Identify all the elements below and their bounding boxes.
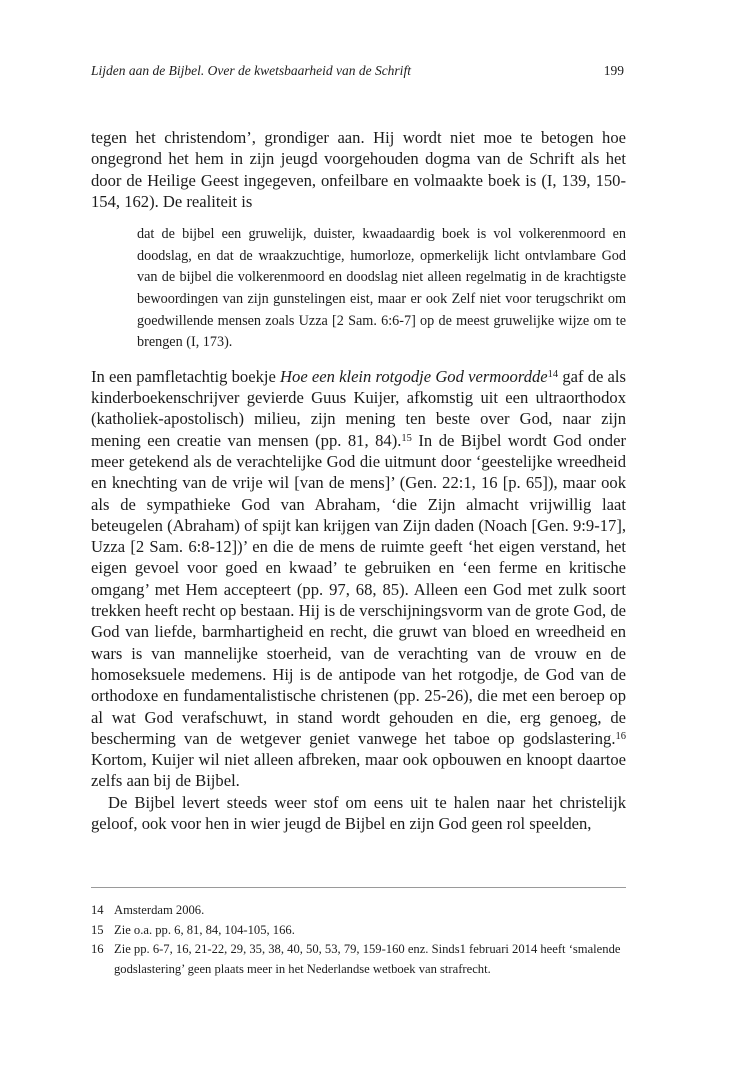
paragraph-2-text-d: Kortom, Kuijer wil niet alleen afbreken, maar ook opbouwen en knoopt daartoe zelfs aan bij de Bijbel.	[91, 750, 626, 791]
footnote-number: 16	[91, 942, 104, 957]
running-header	[91, 63, 624, 79]
footnote-text: Zie o.a. pp. 6, 81, 84, 104-105, 166.	[114, 922, 295, 937]
paragraph-2-text-b: gaf de als kinderboekenschrijver gevierde Guus Kuijer, afkomstig uit een ultraorthodox (katholiek-apostolisch) milieu, zijn mening ten beste over God, naar zijn mening een creatie van mensen (pp. 81, 84).	[91, 366, 626, 450]
page-number: 199	[603, 63, 624, 78]
footnotes	[91, 901, 626, 979]
footnote-number: 14	[91, 903, 104, 917]
block-quote: dat de bijbel een gruwelijk, duister, kwaadaardig boek is vol volkerenmoord en doodslag, en dat de wraakzuchtige, humorloze, opmerkelijk licht ontvlambare God van de bijbel die volkerenmoord en doodslag niet alleen regelmatig in de krachtigste bewoordingen van zijn gunstelingen eist, maar er ook Zelf niet voor terugschrikt om goedwillende mensen zoals Uzza [2 Sam. 6:6-7] op de meest gruwelijke wijze om te brengen (I, 173).	[137, 226, 626, 351]
paragraph-1: tegen het christendom’, grondiger aan. Hij wordt niet moe te betogen hoe ongegrond het hem in zijn jeugd voorgehouden dogma van de Schrift als het door de Heilige Geest ingegeven, onfeilbare en volmaakte boek is (I, 139, 150-154, 162). De realiteit is	[91, 128, 626, 211]
footnote-number: 15	[91, 922, 104, 937]
footnote-divider	[91, 887, 626, 888]
footnote-ref-16[interactable]: 16	[615, 730, 626, 742]
footnote-text: Amsterdam 2006.	[114, 903, 205, 917]
footnote-ref-14[interactable]: 14	[547, 368, 559, 380]
footnote-text: Zie pp. 6-7, 16, 21-22, 29, 35, 38, 40, 50, 53, 79, 159-160 enz. Sinds1 februari 2014 heeft ‘smalende godslastering’ geen plaats meer in het Nederlandse wetboek van strafrecht.	[114, 942, 621, 976]
paragraph-2-text-a: In een pamfletachtig boekje	[91, 366, 281, 386]
book-title: Hoe een klein rotgodje God vermoordde	[280, 366, 548, 386]
running-header-title: Lijden aan de Bijbel. Over de kwetsbaarheid van de Schrift	[91, 63, 411, 78]
footnote-14	[91, 901, 626, 921]
footnote-15	[91, 921, 626, 941]
paragraph-2	[91, 366, 626, 792]
footnote-16	[91, 940, 626, 979]
paragraph-3: De Bijbel levert steeds weer stof om eens uit te halen naar het christelijk geloof, ook voor hen in wier jeugd de Bijbel en zijn God geen rol speelden,	[91, 792, 626, 833]
body-text	[91, 127, 626, 834]
paragraph-2-text-c: In de Bijbel wordt God onder meer getekend als de verachtelijke God die uitmunt door ‘geestelijke wreedheid en knechting van de vrije wil [van de mens]’ (Gen. 22:1, 16 [p. 65]), maar ook als de sympathieke God van Abraham, ‘die Zijn almacht vrijwillig laat beteugelen (Abraham) of spijt kan krijgen van Zijn daden (Noach [Gen. 9:9-17], Uzza [2 Sam. 6:8-12])’ en die de mens de ruimte geeft ‘het eigen verstand, het eigen gevoel voor goed en kwaad’ te gebruiken en ‘een ferme en kritische omgang’ met Hem accepteert (pp. 97, 68, 85). Alleen een God met zulk soort trekken heeft recht op bestaan. Hij is de verschijningsvorm van de grote God, de God van liefde, barmhartigheid en recht, die gruwt van bloed en wreedheid en wars is van mannelijke stoerheid, van de verachting van de vrouw en de homoseksuele medemens. Hij is de antipode van het rotgodje, de God van de orthodoxe en fundamentalistische christenen (pp. 25-26), die met een beroep op al wat God verafschuwt, in stand wordt gehouden en die, erg genoeg, de bescherming van de wetgever geniet vanwege het taboe op godslastering.	[91, 430, 626, 748]
footnote-ref-15[interactable]: 15	[401, 432, 412, 444]
